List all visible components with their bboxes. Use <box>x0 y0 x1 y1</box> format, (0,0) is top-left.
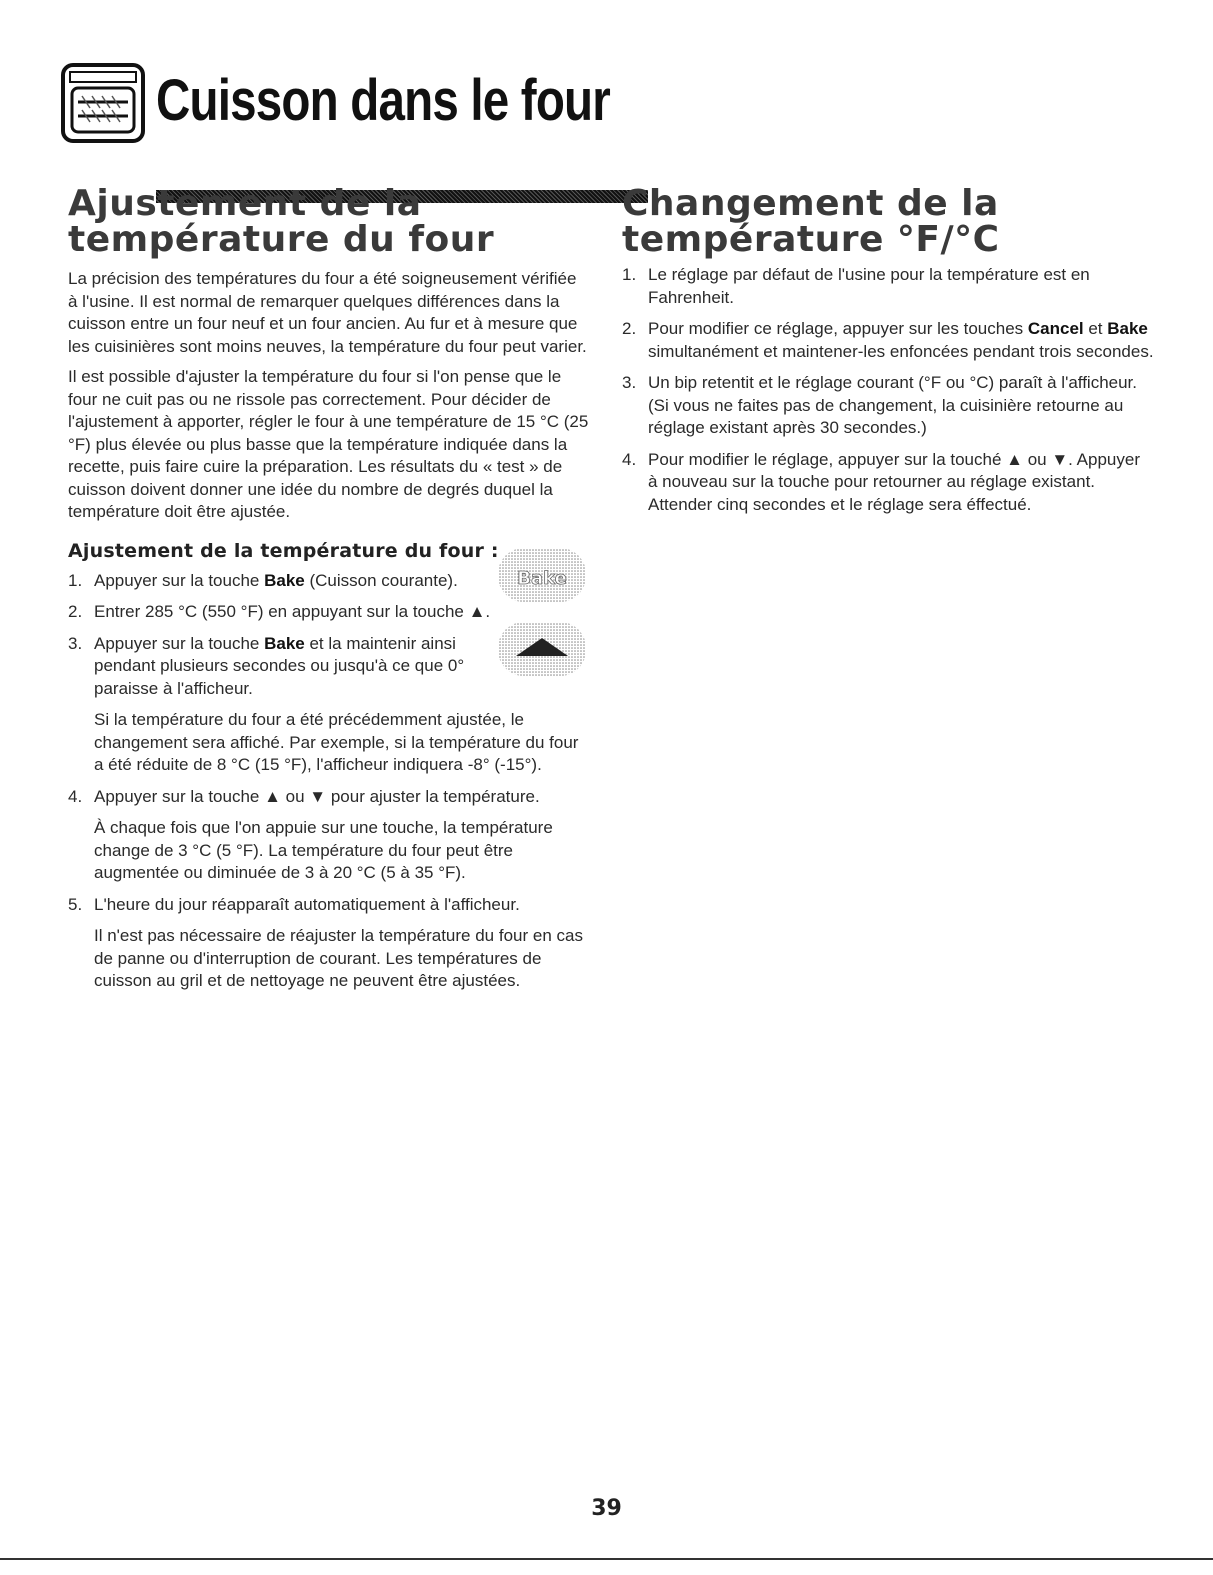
list-item: 4. Pour modifier le réglage, appuyer sur la touché ▲ ou ▼. Appuyer à nouveau sur la touche pour retourner au réglage existant. Attender cinq secondes et le réglage sera éffectué. <box>622 449 1140 514</box>
page-title: Cuisson dans le four <box>156 68 610 133</box>
right-column <box>622 183 1154 525</box>
list-item: 5. L'heure du jour réapparaît automatiquement à l'afficheur. Il n'est pas nécessaire de réajuster la température du four en cas de panne ou d'interruption de courant. Les températures de cuisson au gril et de nettoyage ne peuvent être ajustées. <box>68 894 590 993</box>
step-note: À chaque fois que l'on appuie sur une touche, la température change de 3 °C (5 °F). La température du four peut être augmentée ou diminuée de 3 à 20 °C (5 à 35 °F). <box>94 818 553 882</box>
subheading-adjust-steps: Ajustement de la température du four : <box>68 539 499 562</box>
paragraph-adjust: Il est possible d'ajuster la température du four si l'on pense que le four ne cuit pas ou ne rissole pas correctement. Pour décider de l'ajustement à apporter, régler le four à une température de 15 °C (25 °F) plus élevée ou plus basse que la température indiquée dans la recette, puis faire cuire la préparation. Les résultats du « test » de cuisson doivent donner une idée du nombre de degrés duquel la température doit être ajustée. <box>68 367 589 521</box>
step-note: Il n'est pas nécessaire de réajuster la température du four en cas de panne ou d'interruption de courant. Les températures de cuisson au gril et de nettoyage ne peuvent être ajustées. <box>94 926 583 990</box>
paragraph-intro: La précision des températures du four a été soigneusement vérifiée à l'usine. Il est normal de remarquer quelques différences dans la cuisson entre un four neuf et un four ancien. Au fur et à mesure que les cuisinières sont moins neuves, la température du four peut varier. <box>68 269 587 356</box>
bake-key-label: Bake <box>517 568 567 589</box>
unit-steps-list <box>622 264 1154 516</box>
list-item: 4. Appuyer sur la touche ▲ ou ▼ pour ajuster la température. À chaque fois que l'on appuie sur une touche, la température change de 3 °C (5 °F). La température du four peut être augmentée ou diminuée de 3 à 20 °C (5 à 35 °F). <box>68 786 590 885</box>
list-item: 3. Un bip retentit et le réglage courant (°F ou °C) paraît à l'afficheur. (Si vous ne faites pas de changement, la cuisinière retourne au réglage existant après 30 secondes.) <box>622 373 1138 437</box>
bake-key-icon <box>496 546 588 604</box>
page-header <box>60 62 610 146</box>
section-title-unit-change: Changement de la température °F/°C <box>622 183 1000 260</box>
step-note: Si la température du four a été précédemment ajustée, le changement sera affiché. Par exemple, si la température du four a été réduite de 8 °C (15 °F), l'afficheur indiquera -8° (-15°). <box>94 710 579 774</box>
list-item: 1. Appuyer sur la touche Bake (Cuisson courante). <box>68 570 458 590</box>
footer-rule <box>0 1558 1213 1560</box>
list-item: 2. Entrer 285 °C (550 °F) en appuyant sur la touche ▲. <box>68 602 491 621</box>
section-title-temperature-adjust: Ajustement de la température du four <box>68 183 495 260</box>
list-item: 3. Appuyer sur la touche Bake et la maintenir ainsi pendant plusieurs secondes ou jusqu'à ce que 0° paraisse à l'afficheur. Si la température du four a été précédemment ajustée, le changement sera affiché. Par exemple, si la température du four a été réduite de 8 °C (15 °F), l'afficheur indiquera -8° (-15°). <box>68 633 590 777</box>
list-item: 1. Le réglage par défaut de l'usine pour la température est en Fahrenheit. <box>622 265 1090 307</box>
up-arrow-key-icon <box>496 620 588 678</box>
page-number: 39 <box>591 1496 622 1521</box>
list-item: 2. Pour modifier ce réglage, appuyer sur les touches Cancel et Bake simultanément et maintener-les enfoncées pendant trois secondes. <box>622 319 1154 361</box>
oven-icon <box>60 62 146 144</box>
